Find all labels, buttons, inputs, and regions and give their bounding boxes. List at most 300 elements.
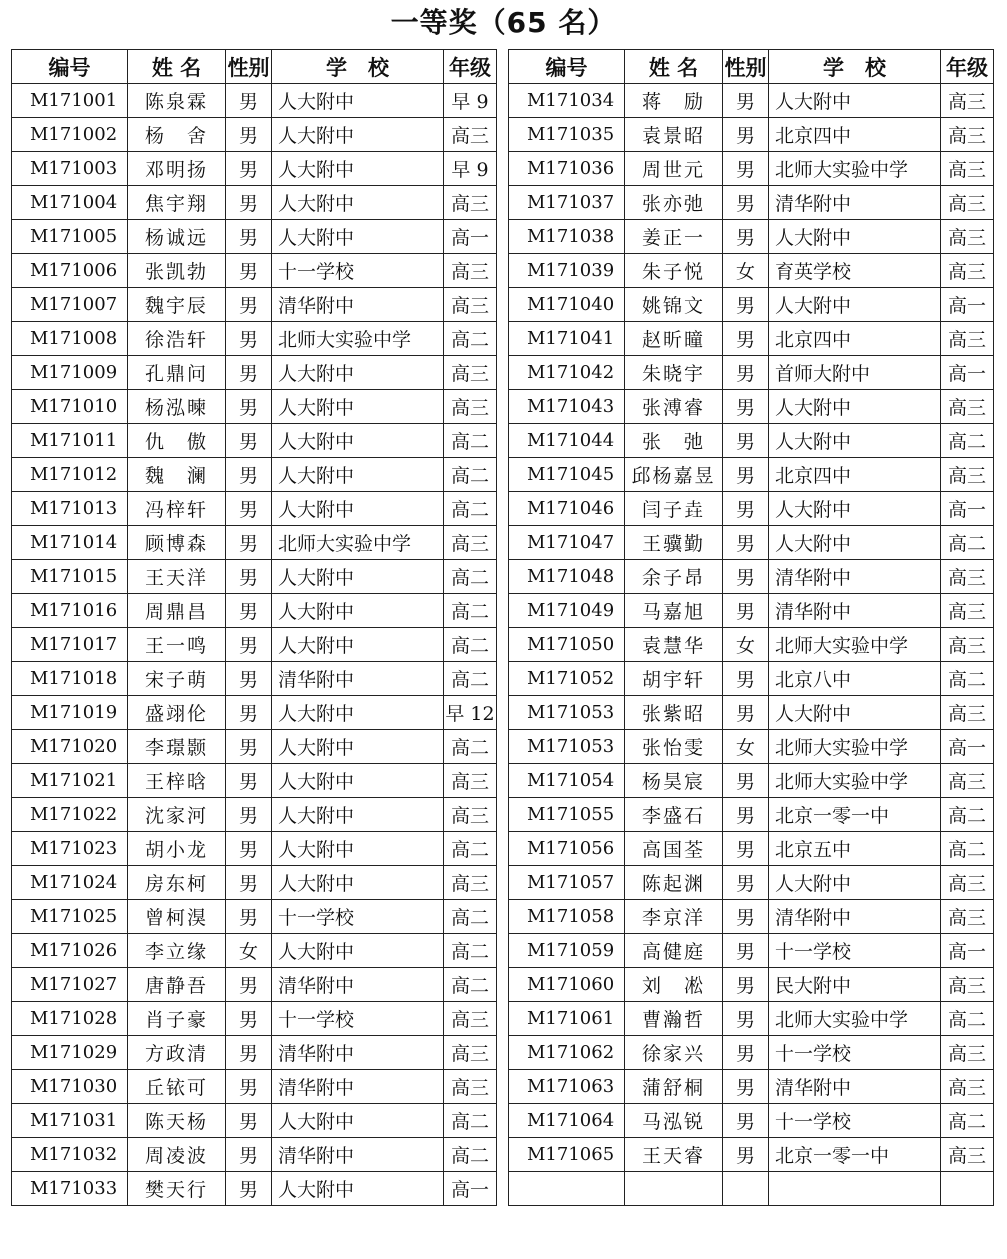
cell-gender: 男 xyxy=(723,492,769,526)
cell-gender: 男 xyxy=(226,560,272,594)
cell-id: M171061 xyxy=(509,1002,625,1036)
cell-name: 王梓晗 xyxy=(128,764,226,798)
cell-id: M171040 xyxy=(509,288,625,322)
cell-gender: 男 xyxy=(226,288,272,322)
cell-id: M171013 xyxy=(12,492,128,526)
cell-name: 张 弛 xyxy=(625,424,723,458)
cell-school: 育英学校 xyxy=(769,254,941,288)
table-row xyxy=(509,1070,994,1104)
cell-id: M171019 xyxy=(12,696,128,730)
cell-id: M171012 xyxy=(12,458,128,492)
cell-name: 宋子萌 xyxy=(128,662,226,696)
cell-school: 清华附中 xyxy=(769,186,941,220)
cell-gender: 男 xyxy=(226,118,272,152)
cell-id: M171001 xyxy=(12,84,128,118)
cell-school: 人大附中 xyxy=(272,832,444,866)
cell-school: 人大附中 xyxy=(769,424,941,458)
cell-name: 杨诚远 xyxy=(128,220,226,254)
cell-id: M171009 xyxy=(12,356,128,390)
cell-school: 北京八中 xyxy=(769,662,941,696)
cell-grade: 高三 xyxy=(941,968,994,1002)
cell-school: 人大附中 xyxy=(272,866,444,900)
cell-grade xyxy=(941,1172,994,1206)
table-row xyxy=(509,356,994,390)
cell-grade: 高三 xyxy=(941,254,994,288)
table-row xyxy=(509,594,994,628)
cell-gender: 男 xyxy=(723,220,769,254)
cell-name: 李璟颢 xyxy=(128,730,226,764)
cell-name: 姜正一 xyxy=(625,220,723,254)
cell-gender: 男 xyxy=(723,594,769,628)
cell-gender: 男 xyxy=(723,900,769,934)
cell-grade: 高三 xyxy=(444,1070,497,1104)
cell-gender: 女 xyxy=(723,730,769,764)
cell-id: M171017 xyxy=(12,628,128,662)
cell-name: 高国荃 xyxy=(625,832,723,866)
cell-grade: 高三 xyxy=(941,1138,994,1172)
cell-grade: 高三 xyxy=(444,526,497,560)
cell-school: 人大附中 xyxy=(272,390,444,424)
cell-school: 北师大实验中学 xyxy=(769,730,941,764)
cell-gender: 男 xyxy=(723,764,769,798)
cell-grade: 高二 xyxy=(941,798,994,832)
cell-school: 清华附中 xyxy=(272,288,444,322)
cell-name: 沈家河 xyxy=(128,798,226,832)
cell-id: M171021 xyxy=(12,764,128,798)
table-row xyxy=(12,254,497,288)
cell-grade: 高三 xyxy=(941,628,994,662)
table-row xyxy=(12,798,497,832)
cell-id: M171045 xyxy=(509,458,625,492)
cell-name: 陈天杨 xyxy=(128,1104,226,1138)
cell-school: 人大附中 xyxy=(272,560,444,594)
cell-gender: 男 xyxy=(226,696,272,730)
cell-grade: 高二 xyxy=(444,322,497,356)
table-row xyxy=(509,390,994,424)
cell-gender: 男 xyxy=(226,832,272,866)
cell-name: 冯梓轩 xyxy=(128,492,226,526)
table-row xyxy=(12,152,497,186)
cell-gender xyxy=(723,1172,769,1206)
cell-school: 人大附中 xyxy=(769,866,941,900)
cell-gender: 男 xyxy=(723,390,769,424)
table-row xyxy=(12,1138,497,1172)
right-table-header xyxy=(509,50,994,84)
cell-gender: 男 xyxy=(226,1104,272,1138)
cell-gender: 男 xyxy=(723,934,769,968)
header-gender: 性别 xyxy=(723,50,769,84)
cell-id: M171011 xyxy=(12,424,128,458)
cell-name: 李京洋 xyxy=(625,900,723,934)
cell-id: M171037 xyxy=(509,186,625,220)
cell-grade: 高三 xyxy=(941,118,994,152)
cell-name: 唐静吾 xyxy=(128,968,226,1002)
cell-id: M171020 xyxy=(12,730,128,764)
table-row xyxy=(12,968,497,1002)
cell-grade: 高二 xyxy=(941,1104,994,1138)
table-row xyxy=(12,628,497,662)
cell-id: M171053 xyxy=(509,730,625,764)
cell-school: 清华附中 xyxy=(272,968,444,1002)
cell-grade: 高三 xyxy=(941,322,994,356)
cell-school: 人大附中 xyxy=(272,798,444,832)
cell-id: M171048 xyxy=(509,560,625,594)
header-grade: 年级 xyxy=(444,50,497,84)
cell-id: M171018 xyxy=(12,662,128,696)
table-row xyxy=(12,492,497,526)
cell-name: 丘铱可 xyxy=(128,1070,226,1104)
cell-name: 张溥睿 xyxy=(625,390,723,424)
cell-id: M171030 xyxy=(12,1070,128,1104)
cell-grade: 高三 xyxy=(444,186,497,220)
cell-name: 张亦弛 xyxy=(625,186,723,220)
cell-gender: 男 xyxy=(226,730,272,764)
cell-id: M171053 xyxy=(509,696,625,730)
right-table-body xyxy=(509,84,994,1206)
table-row xyxy=(12,560,497,594)
table-row xyxy=(509,118,994,152)
table-row xyxy=(12,1070,497,1104)
cell-name: 姚锦文 xyxy=(625,288,723,322)
cell-name: 徐家兴 xyxy=(625,1036,723,1070)
cell-id: M171028 xyxy=(12,1002,128,1036)
table-row xyxy=(12,866,497,900)
table-row xyxy=(509,662,994,696)
cell-name: 胡小龙 xyxy=(128,832,226,866)
cell-school: 北京四中 xyxy=(769,458,941,492)
cell-gender: 男 xyxy=(226,186,272,220)
cell-gender: 男 xyxy=(226,458,272,492)
cell-id: M171015 xyxy=(12,560,128,594)
cell-name: 徐浩轩 xyxy=(128,322,226,356)
table-row xyxy=(509,186,994,220)
cell-school: 北京一零一中 xyxy=(769,798,941,832)
cell-name: 杨昊宸 xyxy=(625,764,723,798)
cell-gender: 男 xyxy=(723,866,769,900)
table-row xyxy=(12,832,497,866)
table-row xyxy=(12,390,497,424)
cell-gender: 男 xyxy=(723,424,769,458)
cell-school xyxy=(769,1172,941,1206)
cell-school: 十一学校 xyxy=(769,1104,941,1138)
cell-id: M171047 xyxy=(509,526,625,560)
cell-grade: 高二 xyxy=(941,662,994,696)
cell-grade: 高二 xyxy=(444,662,497,696)
cell-gender: 女 xyxy=(723,254,769,288)
cell-id: M171044 xyxy=(509,424,625,458)
cell-grade: 高三 xyxy=(444,866,497,900)
cell-gender: 男 xyxy=(226,1036,272,1070)
table-row xyxy=(509,1036,994,1070)
cell-grade: 高一 xyxy=(941,492,994,526)
cell-gender: 男 xyxy=(226,322,272,356)
cell-school: 清华附中 xyxy=(769,594,941,628)
cell-gender: 男 xyxy=(723,288,769,322)
cell-gender: 男 xyxy=(723,458,769,492)
cell-gender: 男 xyxy=(723,1138,769,1172)
cell-id: M171060 xyxy=(509,968,625,1002)
table-row xyxy=(509,288,994,322)
cell-school: 民大附中 xyxy=(769,968,941,1002)
cell-gender: 男 xyxy=(226,254,272,288)
cell-id: M171052 xyxy=(509,662,625,696)
cell-name: 高健庭 xyxy=(625,934,723,968)
table-row xyxy=(509,1138,994,1172)
table-row xyxy=(509,322,994,356)
cell-grade: 高三 xyxy=(941,764,994,798)
cell-school: 人大附中 xyxy=(272,730,444,764)
table-row xyxy=(509,696,994,730)
cell-id: M171046 xyxy=(509,492,625,526)
table-row xyxy=(509,254,994,288)
cell-grade: 高二 xyxy=(941,526,994,560)
cell-name: 邱杨嘉昱 xyxy=(625,458,723,492)
cell-school: 北京五中 xyxy=(769,832,941,866)
cell-grade: 高二 xyxy=(444,458,497,492)
cell-gender: 男 xyxy=(226,1172,272,1206)
cell-gender: 男 xyxy=(723,84,769,118)
cell-id: M171010 xyxy=(12,390,128,424)
table-row xyxy=(509,934,994,968)
cell-name: 王天睿 xyxy=(625,1138,723,1172)
cell-name: 王骥勤 xyxy=(625,526,723,560)
cell-gender: 男 xyxy=(226,424,272,458)
cell-gender: 男 xyxy=(226,1138,272,1172)
table-row xyxy=(509,628,994,662)
cell-gender: 男 xyxy=(723,322,769,356)
cell-grade: 高三 xyxy=(941,390,994,424)
cell-name: 袁景昭 xyxy=(625,118,723,152)
cell-gender: 男 xyxy=(723,186,769,220)
cell-grade: 高二 xyxy=(444,730,497,764)
table-row xyxy=(509,458,994,492)
cell-name: 张怡雯 xyxy=(625,730,723,764)
cell-grade: 高三 xyxy=(444,798,497,832)
cell-grade: 高二 xyxy=(444,1104,497,1138)
cell-school: 人大附中 xyxy=(272,84,444,118)
cell-name: 周凌波 xyxy=(128,1138,226,1172)
cell-name: 房东柯 xyxy=(128,866,226,900)
cell-id: M171008 xyxy=(12,322,128,356)
cell-name: 朱晓宇 xyxy=(625,356,723,390)
cell-gender: 男 xyxy=(226,1002,272,1036)
cell-name: 方政清 xyxy=(128,1036,226,1070)
cell-school: 人大附中 xyxy=(769,526,941,560)
cell-school: 北师大实验中学 xyxy=(769,764,941,798)
cell-grade: 高二 xyxy=(444,628,497,662)
cell-grade: 早 12 xyxy=(444,696,497,730)
cell-grade: 高三 xyxy=(444,390,497,424)
cell-id: M171057 xyxy=(509,866,625,900)
cell-grade: 高三 xyxy=(444,1002,497,1036)
cell-grade: 高三 xyxy=(941,696,994,730)
cell-name: 魏 澜 xyxy=(128,458,226,492)
cell-grade: 高三 xyxy=(444,118,497,152)
cell-name: 朱子悦 xyxy=(625,254,723,288)
cell-gender: 男 xyxy=(723,832,769,866)
header-grade: 年级 xyxy=(941,50,994,84)
cell-gender: 男 xyxy=(723,1070,769,1104)
cell-id: M171022 xyxy=(12,798,128,832)
cell-name: 孔鼎问 xyxy=(128,356,226,390)
cell-gender: 男 xyxy=(226,968,272,1002)
cell-grade: 高二 xyxy=(444,934,497,968)
header-gender: 性别 xyxy=(226,50,272,84)
cell-grade: 高三 xyxy=(941,186,994,220)
table-row xyxy=(509,866,994,900)
cell-id: M171039 xyxy=(509,254,625,288)
cell-school: 北师大实验中学 xyxy=(769,1002,941,1036)
left-award-table xyxy=(11,49,497,1206)
table-row xyxy=(509,832,994,866)
cell-school: 人大附中 xyxy=(769,220,941,254)
cell-id: M171062 xyxy=(509,1036,625,1070)
table-row xyxy=(509,424,994,458)
cell-school: 清华附中 xyxy=(272,1138,444,1172)
table-row xyxy=(12,288,497,322)
cell-grade: 高三 xyxy=(444,764,497,798)
cell-grade: 高二 xyxy=(941,1002,994,1036)
cell-grade: 高三 xyxy=(941,594,994,628)
cell-school: 人大附中 xyxy=(272,934,444,968)
cell-name: 马嘉旭 xyxy=(625,594,723,628)
cell-gender: 男 xyxy=(226,662,272,696)
cell-grade: 早 9 xyxy=(444,152,497,186)
cell-id xyxy=(509,1172,625,1206)
cell-gender: 男 xyxy=(226,764,272,798)
cell-grade: 高一 xyxy=(444,1172,497,1206)
cell-school: 北师大实验中学 xyxy=(769,152,941,186)
cell-name: 陈起渊 xyxy=(625,866,723,900)
cell-grade: 高二 xyxy=(444,560,497,594)
cell-grade: 高三 xyxy=(941,84,994,118)
cell-id: M171063 xyxy=(509,1070,625,1104)
cell-school: 北师大实验中学 xyxy=(769,628,941,662)
cell-id: M171054 xyxy=(509,764,625,798)
cell-school: 首师大附中 xyxy=(769,356,941,390)
cell-gender: 男 xyxy=(226,798,272,832)
cell-id: M171006 xyxy=(12,254,128,288)
cell-name: 肖子豪 xyxy=(128,1002,226,1036)
cell-gender: 男 xyxy=(226,220,272,254)
table-row xyxy=(12,730,497,764)
table-row xyxy=(509,560,994,594)
cell-name: 焦宇翔 xyxy=(128,186,226,220)
cell-grade: 高一 xyxy=(941,934,994,968)
cell-name: 魏宇辰 xyxy=(128,288,226,322)
cell-id: M171002 xyxy=(12,118,128,152)
cell-gender: 男 xyxy=(226,390,272,424)
cell-grade: 高三 xyxy=(941,220,994,254)
cell-gender: 男 xyxy=(226,1070,272,1104)
table-row xyxy=(12,1002,497,1036)
cell-name: 蒲舒桐 xyxy=(625,1070,723,1104)
cell-school: 人大附中 xyxy=(272,1172,444,1206)
table-row xyxy=(509,1172,994,1206)
cell-gender: 男 xyxy=(723,1104,769,1138)
cell-name: 李盛石 xyxy=(625,798,723,832)
cell-id: M171027 xyxy=(12,968,128,1002)
cell-gender: 男 xyxy=(723,526,769,560)
cell-grade: 高二 xyxy=(444,900,497,934)
cell-name: 张紫昭 xyxy=(625,696,723,730)
cell-school: 人大附中 xyxy=(272,152,444,186)
cell-gender: 男 xyxy=(723,1036,769,1070)
cell-grade: 高三 xyxy=(941,560,994,594)
cell-school: 北师大实验中学 xyxy=(272,526,444,560)
table-row xyxy=(12,186,497,220)
cell-id: M171005 xyxy=(12,220,128,254)
table-row xyxy=(509,526,994,560)
cell-school: 清华附中 xyxy=(769,900,941,934)
cell-name: 刘 凇 xyxy=(625,968,723,1002)
cell-name: 杨泓暕 xyxy=(128,390,226,424)
page-title: 一等奖（65 名） xyxy=(390,6,617,39)
cell-grade: 高三 xyxy=(941,1036,994,1070)
cell-grade: 高二 xyxy=(444,594,497,628)
cell-id: M171036 xyxy=(509,152,625,186)
table-row xyxy=(12,118,497,152)
cell-grade: 高二 xyxy=(444,1138,497,1172)
cell-name: 王一鸣 xyxy=(128,628,226,662)
cell-school: 北京一零一中 xyxy=(769,1138,941,1172)
cell-id: M171042 xyxy=(509,356,625,390)
cell-id: M171014 xyxy=(12,526,128,560)
cell-gender: 男 xyxy=(723,118,769,152)
cell-id: M171023 xyxy=(12,832,128,866)
cell-id: M171024 xyxy=(12,866,128,900)
table-row xyxy=(509,84,994,118)
cell-school: 人大附中 xyxy=(272,594,444,628)
cell-school: 人大附中 xyxy=(272,220,444,254)
table-row xyxy=(12,934,497,968)
cell-grade: 高一 xyxy=(941,356,994,390)
table-row xyxy=(12,458,497,492)
cell-name: 马泓锐 xyxy=(625,1104,723,1138)
cell-gender: 男 xyxy=(226,492,272,526)
cell-name: 余子昂 xyxy=(625,560,723,594)
cell-school: 人大附中 xyxy=(769,696,941,730)
cell-school: 人大附中 xyxy=(272,356,444,390)
table-row xyxy=(12,322,497,356)
cell-gender: 男 xyxy=(226,526,272,560)
cell-school: 十一学校 xyxy=(272,1002,444,1036)
cell-name: 仇 傲 xyxy=(128,424,226,458)
right-award-table xyxy=(508,49,994,1206)
cell-id: M171058 xyxy=(509,900,625,934)
cell-gender: 女 xyxy=(723,628,769,662)
header-school: 学 校 xyxy=(769,50,941,84)
header-row xyxy=(12,50,497,84)
cell-gender: 男 xyxy=(723,1002,769,1036)
header-school: 学 校 xyxy=(272,50,444,84)
cell-name: 盛翊伦 xyxy=(128,696,226,730)
header-name: 姓 名 xyxy=(625,50,723,84)
cell-name: 陈泉霖 xyxy=(128,84,226,118)
table-row xyxy=(12,594,497,628)
cell-grade: 高三 xyxy=(941,458,994,492)
cell-name: 赵昕曈 xyxy=(625,322,723,356)
table-row xyxy=(12,1104,497,1138)
cell-id: M171050 xyxy=(509,628,625,662)
cell-name xyxy=(625,1172,723,1206)
cell-id: M171016 xyxy=(12,594,128,628)
cell-id: M171059 xyxy=(509,934,625,968)
table-row xyxy=(12,1172,497,1206)
cell-school: 北京四中 xyxy=(769,322,941,356)
table-row xyxy=(12,696,497,730)
cell-gender: 男 xyxy=(723,560,769,594)
